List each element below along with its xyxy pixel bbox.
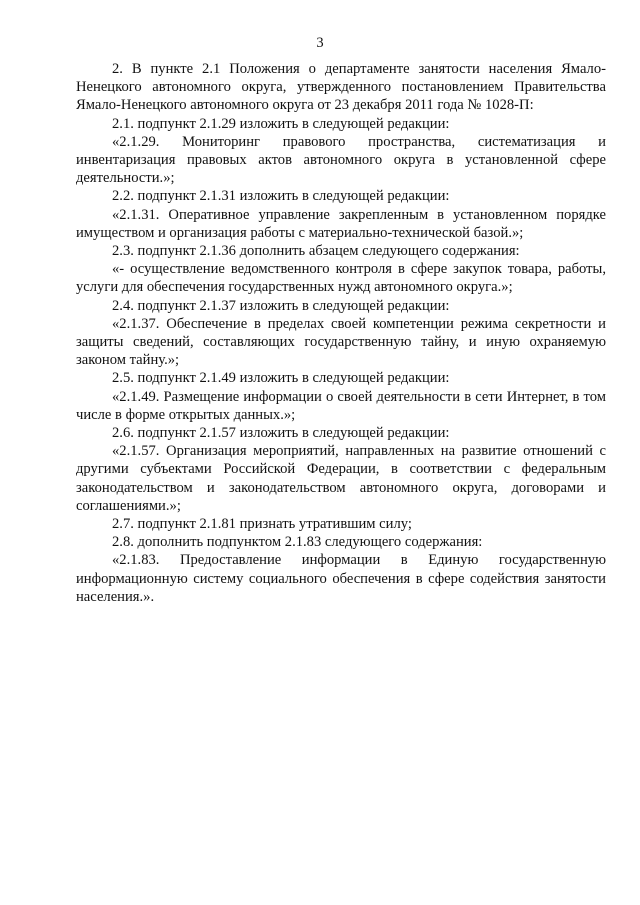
page-number: 3: [316, 35, 324, 51]
paragraph-2-4: 2.4. подпункт 2.1.37 изложить в следующей редакции:: [112, 297, 450, 314]
paragraph-2-1: 2.1. подпункт 2.1.29 изложить в следующей редакции:: [112, 115, 450, 132]
paragraph-2-1-83-text: «2.1.83. Предоставление информации в Единую государственную информационную систему социального обеспечения в сфере содействия занятости населения.».: [76, 552, 606, 605]
paragraph-2-7: 2.7. подпункт 2.1.81 признать утратившим силу;: [112, 516, 412, 533]
paragraph-item-2: 2. В пункте 2.1 Положения о департаменте занятости населения Ямало-Ненецкого автономного округа, утвержденного постановлением Правительства Ямало-Ненецкого автономного округа от 23 декабря 2011 года № 1028-П:: [76, 61, 606, 114]
paragraph-2-2: 2.2. подпункт 2.1.31 изложить в следующей редакции:: [112, 188, 450, 205]
paragraph-2-1-31-text: «2.1.31. Оперативное управление закрепленным в установленном порядке имуществом и организация работы с материально-технической базой.»;: [76, 206, 606, 241]
paragraph-2-5: 2.5. подпункт 2.1.49 изложить в следующей редакции:: [112, 370, 450, 387]
paragraph-2-1-29-text: «2.1.29. Мониторинг правового пространства, систематизация и инвентаризация правовых актов автономного округа в установленной сфере деятельности.»;: [76, 133, 606, 187]
paragraph-2-6: 2.6. подпункт 2.1.57 изложить в следующей редакции:: [112, 425, 450, 442]
paragraph-2-1-57-text: «2.1.57. Организация мероприятий, направленных на развитие отношений с другими субъектами Российской Федерации, в соответствии с федеральным законодательством и законодательством автономного округа, договорами и соглашениями.»;: [76, 443, 606, 514]
paragraph-2-3: 2.3. подпункт 2.1.36 дополнить абзацем следующего содержания:: [112, 243, 520, 260]
paragraph-2-8: 2.8. дополнить подпунктом 2.1.83 следующего содержания:: [112, 534, 483, 551]
paragraph-2-1-37-text: «2.1.37. Обеспечение в пределах своей компетенции режима секретности и защиты сведений, составляющих государственную тайну, и иную охраняемую законом тайну.»;: [76, 315, 606, 369]
document-body: [76, 60, 606, 606]
paragraph-2-1-49-text: «2.1.49. Размещение информации о своей деятельности в сети Интернет, в том числе в форме открытых данных.»;: [76, 388, 606, 423]
paragraph-2-1-36-addition: «- осуществление ведомственного контроля в сфере закупок товара, работы, услуги для обеспечения государственных нужд автономного округа.»;: [76, 261, 606, 296]
